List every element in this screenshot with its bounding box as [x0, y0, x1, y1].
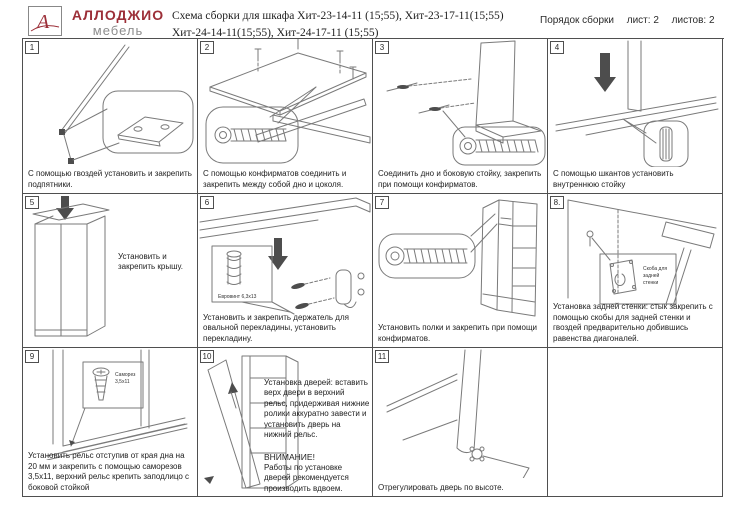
step-number: 11 — [375, 350, 389, 363]
order-label: Порядок сборки — [540, 15, 614, 26]
step-caption: Установка задней стенки: стык закрепить с помощью скобы для задней стенки и гвоздей предварительно добившись равенства диагоналей. — [553, 302, 713, 343]
step-number: 9 — [25, 350, 39, 363]
step-4-illustration — [548, 39, 723, 167]
svg-text:А: А — [37, 11, 50, 33]
step-5-panel — [23, 194, 198, 348]
step-8-panel — [548, 194, 723, 348]
sheet-order-info — [540, 15, 725, 26]
step-9-illustration — [23, 348, 198, 460]
steps-grid — [22, 38, 724, 497]
step-9-panel — [23, 348, 198, 497]
bracket-label-line3: стенки — [643, 280, 659, 286]
step-caption: С помощью шкантов установить внутреннюю стойку — [553, 169, 674, 189]
step-warning-body: Работы по установке дверей рекомендуется производить вдвоем. — [264, 463, 349, 493]
empty-grid-cell — [548, 348, 723, 497]
page-title — [172, 8, 552, 41]
step-caption: Установка дверей: вставить верх двери в верхний рельс, придерживая нижние ролики аккуратно завести и установить дверь на нижний рельс. — [264, 378, 370, 439]
step-number: 2 — [200, 41, 214, 54]
page-title-line2: Хит-24-14-11(15;55), Хит-24-17-11 (15;55) — [172, 26, 379, 39]
euro-screw-label: Евровинт 6,3х13 — [218, 294, 257, 300]
page-title-line1: Схема сборки для шкафа Хит-23-14-11 (15;55), Хит-23-17-11(15;55) — [172, 10, 504, 22]
step-number: 1 — [25, 41, 39, 54]
step-warning-title: ВНИМАНИЕ! — [264, 452, 315, 462]
sheets-total: листов: 2 — [671, 15, 715, 26]
step-caption: Установить полки и закрепить при помощи конфирматов. — [378, 323, 537, 343]
step-caption: С помощью конфирматов соединить и закрепить между собой дно и цоколя. — [203, 169, 347, 189]
step-4-panel — [548, 39, 723, 194]
brand-subtitle: мебель — [92, 23, 144, 38]
step-caption: Установить и закрепить держатель для овальной перекладины, установить перекладину. — [203, 312, 349, 343]
step-7-panel — [373, 194, 548, 348]
step-7-illustration — [373, 194, 548, 322]
step-caption: Отрегулировать дверь по высоте. — [378, 482, 504, 492]
step-3-illustration — [373, 39, 548, 167]
step-caption: Установить и закрепить крышу. — [118, 252, 183, 272]
bracket-label-line2: задней — [643, 273, 660, 279]
brand-block — [68, 7, 168, 38]
step-2-panel — [198, 39, 373, 194]
step-number: 4 — [550, 41, 564, 54]
step-2-illustration — [198, 39, 373, 167]
step-3-panel — [373, 39, 548, 194]
step-6-panel — [198, 194, 373, 348]
step-number: 8. — [550, 196, 564, 209]
step-number: 10 — [200, 350, 214, 363]
brand-name: АЛЛОДЖИО — [71, 7, 165, 23]
brand-logo — [28, 6, 62, 36]
step-number: 6 — [200, 196, 214, 209]
step-11-illustration — [373, 348, 548, 478]
step-11-panel — [373, 348, 548, 497]
step-10-panel — [198, 348, 373, 497]
step-caption: Установить рельс отступив от края дна на 20 мм и закрепить с помощью саморезов 3,5х11, верхний рельс крепить заподлицо с боковой стойкой — [28, 451, 190, 492]
logo-letter-icon — [29, 7, 61, 35]
step-caption: Соединить дно и боковую стойку, закрепить при помощи конфирматов. — [378, 169, 542, 189]
sheet-number: лист: 2 — [626, 15, 659, 26]
step-8-illustration — [548, 194, 723, 306]
screw-label-line2: 3,5х11 — [115, 379, 130, 385]
step-number: 7 — [375, 196, 389, 209]
step-6-illustration — [198, 194, 373, 322]
bracket-label-line1: Скоба для — [643, 266, 668, 272]
step-1-panel — [23, 39, 198, 194]
step-number: 3 — [375, 41, 389, 54]
step-caption: С помощью гвоздей установить и закрепить подпятники. — [28, 169, 192, 189]
step-number: 5 — [25, 196, 39, 209]
step-1-illustration — [23, 39, 198, 169]
screw-label-line1: Саморез — [115, 372, 136, 378]
